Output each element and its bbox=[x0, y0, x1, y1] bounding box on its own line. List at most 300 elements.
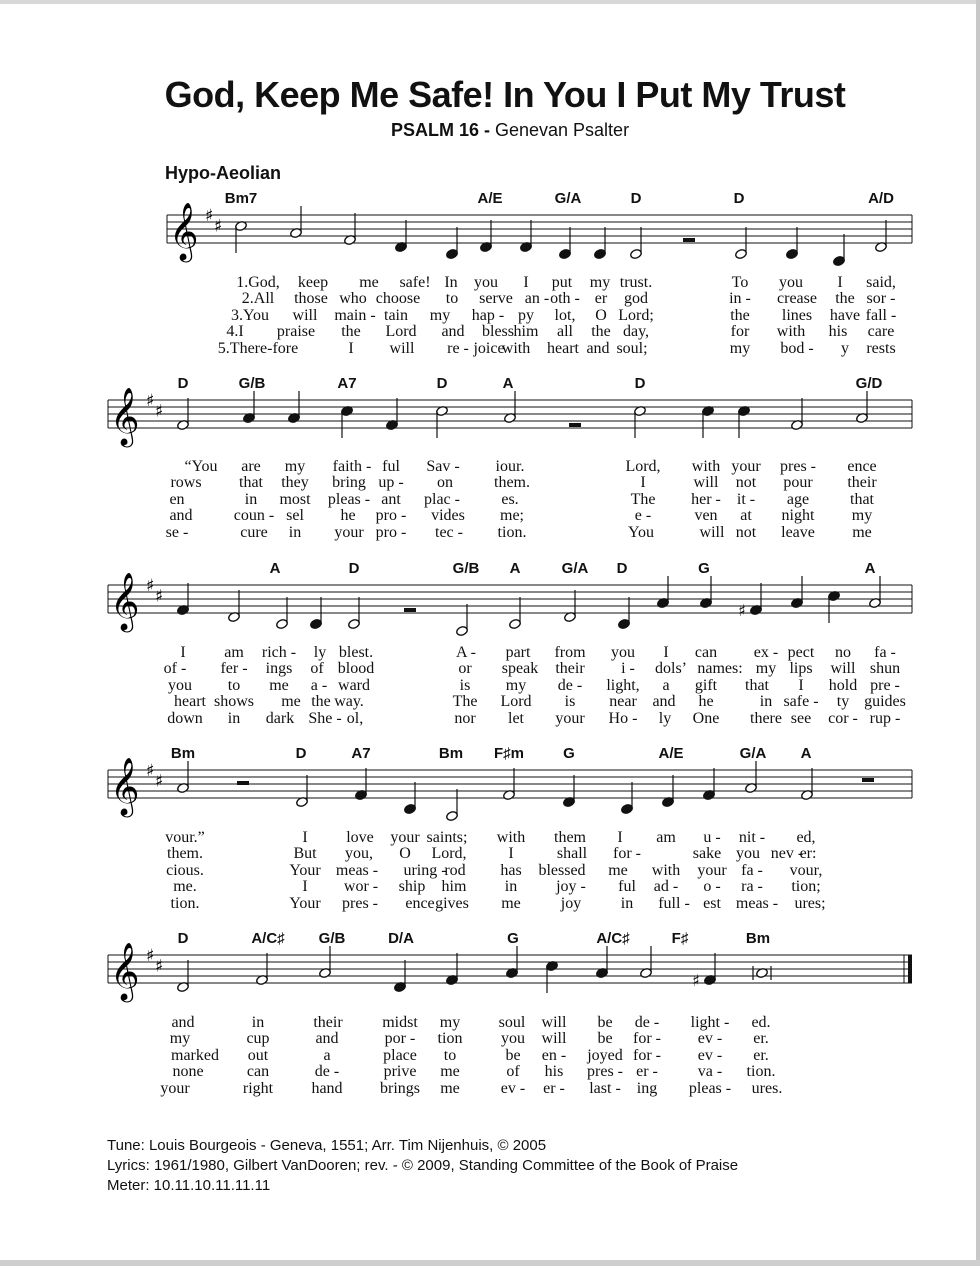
lyric-syllable: fa - bbox=[874, 644, 896, 661]
treble-clef-icon: 𝄞 bbox=[110, 387, 140, 445]
lyric-syllable: fer - bbox=[220, 660, 248, 678]
lyric-syllable: with bbox=[691, 458, 721, 475]
lyric-syllable: the bbox=[341, 323, 361, 341]
lyric-syllable: Lord, bbox=[625, 458, 661, 475]
lyric-syllable: tion. bbox=[497, 523, 527, 541]
lyric-syllable: that bbox=[745, 676, 769, 694]
lyric-syllable: meas - bbox=[735, 894, 779, 912]
lyric-syllable: not bbox=[735, 523, 757, 541]
lyric-syllable: tec - bbox=[435, 523, 463, 541]
lyric-syllable: Lord bbox=[385, 323, 417, 341]
lyric-syllable: er - bbox=[543, 1079, 565, 1097]
lyric-line bbox=[0, 474, 980, 491]
lyric-syllable: has bbox=[500, 861, 522, 879]
half-rest bbox=[237, 781, 249, 785]
lyric-syllable: your bbox=[697, 861, 727, 879]
lyric-syllable: his bbox=[544, 1063, 564, 1081]
lyric-syllable: gives bbox=[435, 894, 469, 912]
lyric-syllable: let bbox=[508, 709, 524, 727]
chord-symbol: D bbox=[733, 190, 745, 207]
lyric-syllable: praise bbox=[276, 323, 316, 341]
lyric-syllable: tion. bbox=[746, 1063, 776, 1081]
lyric-syllable: for - bbox=[613, 845, 641, 863]
lyric-line bbox=[0, 644, 980, 661]
lyric-syllable: vour, bbox=[789, 861, 823, 879]
chord-symbol: A bbox=[509, 560, 521, 577]
credit-tune: Tune: Louis Bourgeois - Geneva, 1551; Arr. Tim Nijenhuis, © 2005 bbox=[107, 1137, 547, 1154]
lyric-syllable: in bbox=[759, 693, 773, 711]
lyric-syllable: me. bbox=[173, 878, 197, 896]
lyric-syllable: soul; bbox=[616, 339, 648, 357]
lyric-syllable: uring - bbox=[403, 861, 447, 879]
lyric-syllable: ev - bbox=[697, 1046, 723, 1064]
lyric-syllable: vides bbox=[431, 507, 465, 525]
lyric-syllable: ence bbox=[405, 894, 435, 912]
lyric-syllable: part bbox=[505, 644, 531, 661]
lyric-line bbox=[0, 845, 980, 862]
key-signature-sharp: ♯ bbox=[214, 216, 223, 237]
lyric-line bbox=[0, 274, 980, 291]
lyric-syllable: rich - bbox=[261, 644, 297, 661]
lyric-syllable: er. bbox=[753, 1046, 769, 1064]
lyric-syllable: light - bbox=[690, 1014, 730, 1031]
lyric-syllable: ed. bbox=[751, 1014, 771, 1031]
lyric-syllable: can bbox=[246, 1063, 270, 1081]
lyric-syllable: no bbox=[835, 644, 851, 661]
chord-symbol: A7 bbox=[337, 375, 357, 392]
chord-symbol: D bbox=[295, 745, 307, 762]
lyric-syllable: tion bbox=[437, 1030, 463, 1048]
lyric-syllable: ings bbox=[265, 660, 293, 678]
lyric-syllable: gift bbox=[694, 676, 718, 694]
chord-symbol: D bbox=[177, 930, 189, 947]
lyric-syllable: re - bbox=[447, 339, 469, 357]
lyric-syllable: ven bbox=[694, 507, 718, 525]
key-signature-sharp: ♯ bbox=[155, 586, 164, 607]
lyric-syllable: midst bbox=[382, 1014, 418, 1031]
lyric-syllable: Lord; bbox=[618, 306, 654, 324]
lyric-syllable: it - bbox=[736, 490, 756, 508]
lyric-line bbox=[0, 710, 980, 727]
lyric-syllable: the bbox=[311, 693, 331, 711]
lyric-syllable: full - bbox=[658, 894, 690, 912]
chord-symbol: G/B bbox=[318, 930, 346, 947]
lyric-syllable: 3.You bbox=[231, 306, 269, 324]
lyric-syllable: sel bbox=[286, 507, 304, 525]
lyric-syllable: trust. bbox=[619, 274, 653, 291]
lyric-syllable: near bbox=[609, 693, 637, 711]
lyric-syllable: of bbox=[506, 1063, 520, 1081]
lyric-syllable: in - bbox=[729, 290, 751, 308]
lyric-syllable: de - bbox=[557, 676, 583, 694]
lyric-syllable: crease bbox=[777, 290, 817, 308]
lyric-syllable: there bbox=[750, 709, 782, 727]
lyric-syllable: be bbox=[597, 1014, 613, 1031]
chord-symbol: G/B bbox=[238, 375, 266, 392]
lyric-syllable: can bbox=[694, 644, 718, 661]
lyric-syllable: safe! bbox=[399, 274, 431, 291]
lyric-syllable: sor - bbox=[866, 290, 896, 308]
chord-symbol: D/A bbox=[388, 930, 414, 947]
lyric-syllable: on bbox=[437, 474, 453, 492]
lyric-syllable: est bbox=[703, 894, 721, 912]
lyric-syllable: age bbox=[786, 490, 810, 508]
key-signature-sharp: ♯ bbox=[146, 576, 155, 596]
lyric-syllable: bless bbox=[482, 323, 514, 341]
lyric-syllable: those bbox=[294, 290, 328, 308]
lyric-syllable: O bbox=[399, 845, 411, 863]
lyric-syllable: your bbox=[731, 458, 761, 475]
lyric-syllable: your bbox=[390, 829, 420, 846]
lyric-syllable: him bbox=[441, 878, 467, 896]
lyric-syllable: place bbox=[383, 1046, 417, 1064]
lyric-syllable: that bbox=[239, 474, 263, 492]
lyric-syllable: and bbox=[315, 1030, 339, 1048]
lyric-syllable: him bbox=[513, 323, 539, 341]
lyric-syllable: way. bbox=[334, 693, 364, 711]
lyric-syllable: my bbox=[429, 306, 451, 324]
treble-clef-icon: 𝄞 bbox=[110, 757, 140, 815]
chord-symbol: A/C♯ bbox=[596, 930, 630, 947]
lyric-syllable: down bbox=[167, 709, 203, 727]
lyric-syllable: ed, bbox=[796, 829, 816, 846]
lyric-syllable: their bbox=[555, 660, 585, 678]
lyric-line bbox=[0, 1014, 980, 1031]
lyric-syllable: your bbox=[555, 709, 585, 727]
lyric-syllable: serve bbox=[479, 290, 513, 308]
lyric-syllable: I bbox=[640, 474, 646, 492]
lyric-syllable: most bbox=[279, 490, 311, 508]
lyric-syllable: ship bbox=[398, 878, 426, 896]
lyric-syllable: my bbox=[169, 1030, 191, 1048]
chord-symbol: G/A bbox=[739, 745, 767, 762]
lyric-syllable: blest. bbox=[338, 644, 374, 661]
lyric-syllable: in bbox=[504, 878, 518, 896]
lyric-syllable: pres - bbox=[780, 458, 816, 475]
lyric-syllable: ra - bbox=[741, 878, 763, 896]
chord-symbol: Bm7 bbox=[224, 190, 258, 207]
lyric-syllable: lips bbox=[789, 660, 813, 678]
lyric-syllable: ward bbox=[338, 676, 370, 694]
lyric-syllable: for bbox=[730, 323, 750, 341]
lyric-syllable: of bbox=[310, 660, 324, 678]
lyric-syllable: en bbox=[169, 490, 185, 508]
lyric-syllable: them. bbox=[494, 474, 530, 492]
key-signature-sharp: ♯ bbox=[146, 761, 155, 781]
lyric-syllable: you bbox=[779, 274, 803, 291]
lyric-line bbox=[0, 660, 980, 677]
lyric-syllable: the bbox=[835, 290, 855, 308]
lyric-syllable: wor - bbox=[343, 878, 379, 896]
hymn-title: God, Keep Me Safe! In You I Put My Trust bbox=[164, 74, 846, 115]
lyric-syllable: to bbox=[227, 676, 241, 694]
lyric-syllable: ex - bbox=[753, 644, 779, 661]
lyric-syllable: I bbox=[798, 676, 804, 694]
lyric-syllable: in bbox=[244, 490, 258, 508]
lyric-syllable: care bbox=[867, 323, 895, 341]
lyric-syllable: ures. bbox=[751, 1079, 783, 1097]
lyric-syllable: y bbox=[841, 339, 849, 357]
lyric-syllable: pleas - bbox=[327, 490, 371, 508]
lyric-line bbox=[0, 1030, 980, 1047]
sharp-accidental-icon: ♯ bbox=[692, 971, 700, 990]
lyric-syllable: marked bbox=[171, 1046, 219, 1064]
lyric-syllable: with bbox=[496, 829, 526, 846]
lyric-syllable: Lord, bbox=[431, 845, 467, 863]
hymn-subtitle bbox=[0, 120, 980, 141]
lyric-syllable: none bbox=[172, 1063, 204, 1081]
chord-symbol: A bbox=[269, 560, 281, 577]
lyric-syllable: pre - bbox=[870, 676, 900, 694]
lyric-syllable: put bbox=[551, 274, 573, 291]
lyric-syllable: a - bbox=[310, 676, 328, 694]
lyric-syllable: cious. bbox=[166, 861, 204, 879]
lyric-syllable: them bbox=[554, 829, 586, 846]
lyric-syllable: you bbox=[736, 845, 760, 863]
lyric-syllable: tain bbox=[384, 306, 408, 324]
lyric-syllable: with bbox=[651, 861, 681, 879]
lyric-syllable: I bbox=[617, 829, 623, 846]
lyric-syllable: But bbox=[293, 845, 317, 863]
lyric-syllable: va - bbox=[697, 1063, 723, 1081]
lyric-syllable: that bbox=[850, 490, 874, 508]
lyric-syllable: keep bbox=[297, 274, 329, 291]
lyric-line bbox=[0, 340, 980, 357]
lyric-syllable: ty bbox=[836, 693, 850, 711]
lyric-syllable: joice bbox=[473, 339, 505, 357]
lyric-syllable: pres - bbox=[587, 1063, 623, 1081]
lyric-line bbox=[0, 1047, 980, 1064]
lyric-syllable: nor bbox=[454, 709, 476, 727]
chord-symbol: D bbox=[177, 375, 189, 392]
lyric-syllable: ev - bbox=[500, 1079, 526, 1097]
lyric-syllable: not bbox=[735, 474, 757, 492]
lyric-syllable: will bbox=[541, 1030, 567, 1048]
lyric-line bbox=[0, 323, 980, 340]
lyric-syllable: I bbox=[508, 845, 514, 863]
key-signature-sharp: ♯ bbox=[155, 401, 164, 422]
lyric-syllable: all bbox=[557, 323, 573, 341]
lyric-syllable: bring bbox=[332, 474, 366, 492]
key-signature-sharp: ♯ bbox=[205, 206, 214, 226]
treble-clef-icon: 𝄞 bbox=[169, 202, 199, 260]
lyric-syllable: be bbox=[505, 1046, 521, 1064]
lyric-syllable: ol, bbox=[346, 709, 364, 727]
lyric-line bbox=[0, 290, 980, 307]
lyric-syllable: pro - bbox=[375, 523, 407, 541]
chord-symbol: D bbox=[348, 560, 360, 577]
chord-symbol: D bbox=[634, 375, 646, 392]
lyric-syllable: “You bbox=[184, 458, 218, 475]
lyric-syllable: shun bbox=[869, 660, 901, 678]
lyric-syllable: 5.There-fore bbox=[217, 339, 299, 357]
chord-symbol: F♯ bbox=[671, 930, 689, 947]
lyric-syllable: will bbox=[389, 339, 415, 357]
chord-symbol: G/D bbox=[855, 375, 883, 392]
lyric-syllable: sake bbox=[692, 845, 722, 863]
lyric-syllable: you bbox=[611, 644, 635, 661]
lyric-line bbox=[0, 677, 980, 694]
lyric-line bbox=[0, 862, 980, 879]
lyric-syllable: e - bbox=[634, 507, 652, 525]
lyric-syllable: my bbox=[729, 339, 751, 357]
lyric-syllable: heart bbox=[547, 339, 579, 357]
lyric-syllable: blood bbox=[337, 660, 375, 678]
lyric-syllable: nit - bbox=[738, 829, 766, 846]
lyric-syllable: Ho - bbox=[608, 709, 638, 727]
lyric-syllable: py bbox=[518, 306, 534, 324]
chord-symbol: A7 bbox=[351, 745, 371, 762]
lyric-syllable: ence bbox=[847, 458, 877, 475]
lyric-syllable: Your bbox=[289, 894, 321, 912]
chord-symbol: A/E bbox=[477, 190, 503, 207]
lyric-syllable: I bbox=[348, 339, 354, 357]
lyric-syllable: blessed bbox=[538, 861, 586, 879]
lyric-syllable: who bbox=[339, 290, 367, 308]
lyric-syllable: and bbox=[441, 323, 465, 341]
lyric-syllable: bod - bbox=[780, 339, 814, 357]
lyric-syllable: o - bbox=[703, 878, 721, 896]
lyric-syllable: the bbox=[591, 323, 611, 341]
lyric-syllable: me bbox=[440, 1063, 460, 1081]
lyric-syllable: and bbox=[586, 339, 610, 357]
lyric-syllable: you bbox=[168, 676, 192, 694]
key-signature-sharp: ♯ bbox=[155, 956, 164, 977]
chord-symbol: A/D bbox=[868, 190, 894, 207]
treble-clef-icon: 𝄞 bbox=[110, 942, 140, 1000]
lyric-syllable: he bbox=[698, 693, 714, 711]
lyric-syllable: The bbox=[630, 490, 656, 508]
lyric-syllable: me; bbox=[500, 507, 524, 525]
lyric-syllable: rup - bbox=[869, 709, 901, 727]
lyric-syllable: ures; bbox=[794, 894, 826, 912]
lyric-syllable: me bbox=[359, 274, 379, 291]
key-signature-sharp: ♯ bbox=[146, 946, 155, 966]
lyric-syllable: oth - bbox=[550, 290, 580, 308]
lyric-syllable: up - bbox=[378, 474, 404, 492]
lyric-syllable: me bbox=[852, 523, 872, 541]
lyric-syllable: prive bbox=[383, 1063, 417, 1081]
lyric-syllable: cure bbox=[240, 523, 268, 541]
lyric-syllable: In bbox=[444, 274, 458, 291]
lyric-syllable: cor - bbox=[828, 709, 858, 727]
lyric-syllable: shall bbox=[556, 845, 588, 863]
lyric-syllable: last - bbox=[589, 1079, 621, 1097]
lyric-syllable: 2.All bbox=[241, 290, 275, 308]
lyric-syllable: One bbox=[692, 709, 720, 727]
psalter-name: Genevan Psalter bbox=[494, 120, 630, 140]
lyric-syllable: en - bbox=[541, 1046, 567, 1064]
lyric-syllable: in bbox=[620, 894, 634, 912]
lyric-syllable: a bbox=[662, 676, 670, 694]
chord-symbol: A bbox=[800, 745, 812, 762]
lyric-syllable: She - bbox=[308, 709, 342, 727]
lyric-syllable: a bbox=[323, 1046, 331, 1064]
lyric-syllable: hand bbox=[311, 1079, 343, 1097]
lyric-line bbox=[0, 491, 980, 508]
chord-symbol: G/A bbox=[554, 190, 582, 207]
lyric-syllable: vour.” bbox=[165, 829, 205, 846]
lyric-syllable: or bbox=[458, 660, 472, 678]
lyric-syllable: fa - bbox=[741, 861, 763, 879]
lyric-syllable: your bbox=[160, 1079, 190, 1097]
page-edge-bottom bbox=[0, 1260, 980, 1266]
lyric-syllable: my bbox=[284, 458, 306, 475]
lyric-syllable: will bbox=[830, 660, 856, 678]
lyric-line bbox=[0, 1080, 980, 1097]
lyric-syllable: you, bbox=[345, 845, 373, 863]
lyric-syllable: god bbox=[624, 290, 648, 308]
lyric-syllable: of - bbox=[163, 660, 187, 678]
lyric-syllable: her - bbox=[691, 490, 721, 508]
psalm-number: PSALM 16 - bbox=[390, 120, 490, 140]
half-rest bbox=[862, 778, 874, 782]
lyric-syllable: er: bbox=[799, 845, 817, 863]
lyric-syllable: my bbox=[755, 660, 777, 678]
lyric-syllable: I bbox=[180, 644, 186, 661]
lyric-syllable: ly bbox=[658, 709, 672, 727]
lyric-syllable: er bbox=[594, 290, 608, 308]
lyric-syllable: light, bbox=[606, 676, 640, 694]
lyric-syllable: ful bbox=[382, 458, 400, 475]
lyric-syllable: from bbox=[554, 644, 586, 661]
lyric-syllable: in bbox=[227, 709, 241, 727]
lyric-syllable: them. bbox=[167, 845, 203, 863]
chord-symbol: A/E bbox=[658, 745, 684, 762]
lyric-syllable: night bbox=[781, 507, 815, 525]
lyric-syllable: speak bbox=[501, 660, 539, 678]
chord-row bbox=[0, 190, 980, 214]
chord-symbol: F♯m bbox=[494, 745, 524, 762]
lyric-syllable: tion; bbox=[791, 878, 821, 896]
lyric-syllable: To bbox=[731, 274, 749, 291]
lyric-syllable: 4.I bbox=[226, 323, 244, 341]
lyric-syllable: coun - bbox=[233, 507, 275, 525]
lyric-syllable: The bbox=[452, 693, 478, 711]
lyric-syllable: you bbox=[501, 1030, 525, 1048]
lyric-syllable: leave bbox=[781, 523, 815, 541]
lyric-syllable: are bbox=[241, 458, 261, 475]
lyric-syllable: for - bbox=[633, 1046, 661, 1064]
lyric-syllable: shows bbox=[213, 693, 255, 711]
lyric-syllable: I bbox=[523, 274, 529, 291]
lyric-syllable: faith - bbox=[332, 458, 372, 475]
lyric-syllable: hold bbox=[828, 676, 858, 694]
chord-symbol: A bbox=[502, 375, 514, 392]
lyric-line bbox=[0, 458, 980, 475]
lyric-syllable: out bbox=[247, 1046, 269, 1064]
chord-symbol: Bm bbox=[170, 745, 196, 762]
lyric-syllable: will bbox=[699, 523, 725, 541]
lyric-syllable: me bbox=[501, 894, 521, 912]
half-rest bbox=[404, 608, 416, 612]
lyric-syllable: be bbox=[597, 1030, 613, 1048]
lyric-syllable: A - bbox=[456, 644, 476, 661]
lyric-syllable: my bbox=[505, 676, 527, 694]
lyric-line bbox=[0, 693, 980, 710]
sharp-accidental-icon: ♯ bbox=[738, 601, 746, 620]
lyric-syllable: see bbox=[790, 709, 812, 727]
lyric-line bbox=[0, 1063, 980, 1080]
lyric-syllable: choose bbox=[375, 290, 421, 308]
lyric-syllable: my bbox=[851, 507, 873, 525]
lyric-syllable: day, bbox=[622, 323, 650, 341]
lyric-syllable: with bbox=[501, 339, 531, 357]
lyric-syllable: he bbox=[340, 507, 356, 525]
lyric-syllable: joy - bbox=[556, 878, 586, 896]
lyric-syllable: dark bbox=[265, 709, 295, 727]
lyric-syllable: pect bbox=[787, 644, 815, 661]
